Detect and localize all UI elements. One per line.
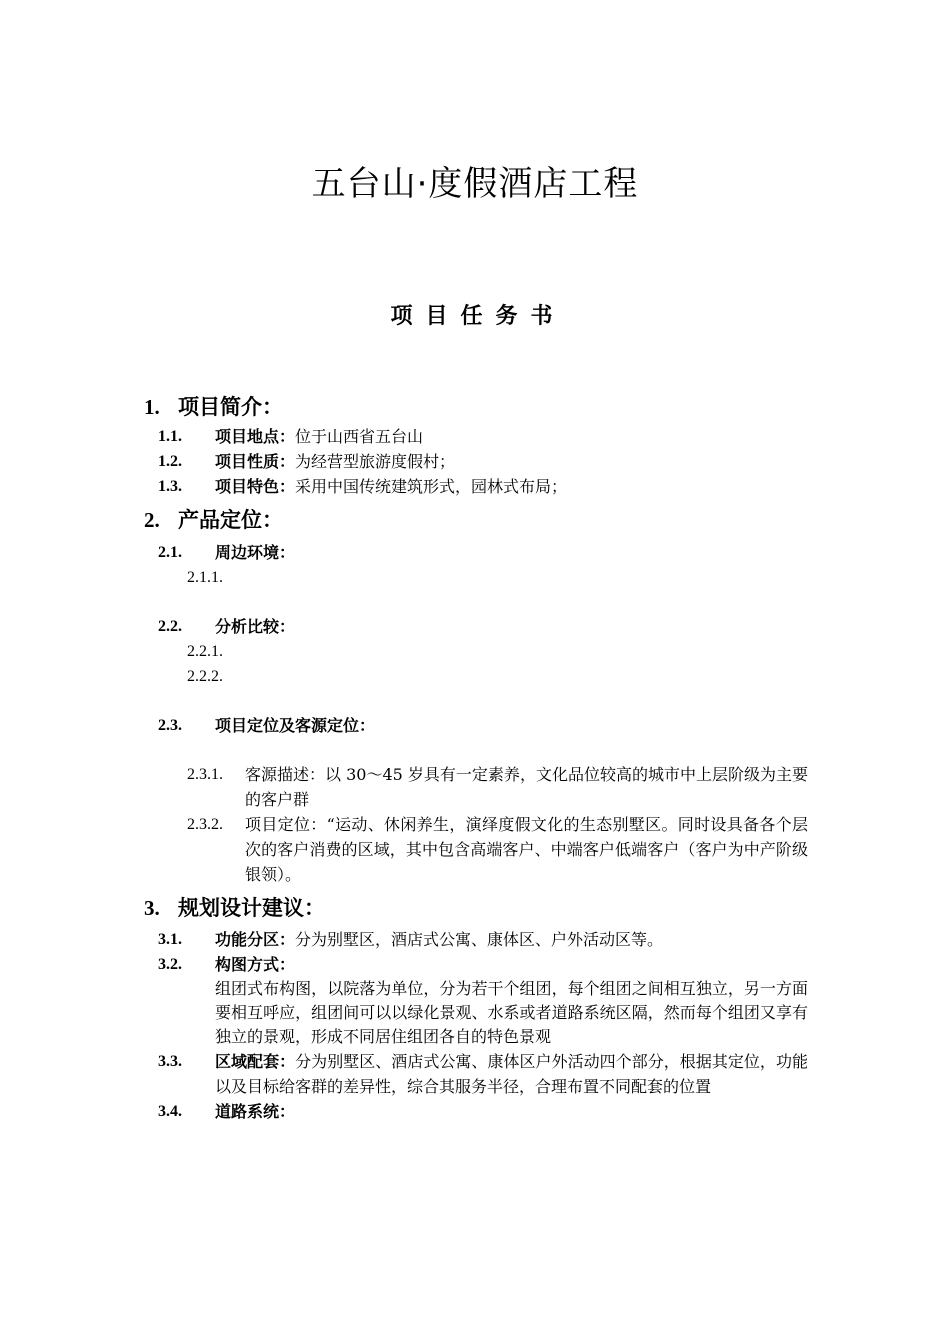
item-3-1: 3.1. 功能分区：分为别墅区，酒店式公寓、康体区、户外活动区等。 bbox=[158, 930, 664, 949]
item-2-3-2: 2.3.2. 项目定位：“运动、休闲养生，演绎度假文化的生态别墅区。同时设具备各个层次的客户消费的区域，其中包含高端客户、中端客户低端客户（客户为中产阶级银领）。 bbox=[187, 815, 808, 884]
document-body bbox=[144, 390, 808, 1124]
item-3-4: 3.4. 道路系统： bbox=[158, 1102, 296, 1121]
item-1-3: 1.3. 项目特色：采用中国传统建筑形式，园林式布局； bbox=[158, 477, 568, 496]
item-3-2: 3.2. 构图方式： bbox=[158, 955, 296, 974]
item-3-3: 3.3. 区域配套：分为别墅区、酒店式公寓、康体区户外活动四个部分，根据其定位，功能以及目标给客群的差异性，综合其服务半径，合理布置不同配套的位置 bbox=[158, 1052, 808, 1096]
item-2-3: 2.3. 项目定位及客源定位： bbox=[158, 716, 376, 735]
item-3-2-paragraph: 组团式布构图，以院落为单位，分为若干个组团，每个组团之间相互独立，另一方面要相互呼应，组团间可以以绿化景观、水系或者道路系统区隔，然而每个组团又享有独立的景观，形成不同居住组团各自的特色景观 bbox=[215, 979, 808, 1046]
item-1-2: 1.2. 项目性质：为经营型旅游度假村； bbox=[158, 452, 456, 471]
item-2-3-1: 2.3.1. 客源描述：以 30～45 岁具有一定素养，文化品位较高的城市中上层阶级为主要的客户群 bbox=[187, 765, 808, 809]
section-heading-2: 2. 产品定位： bbox=[144, 508, 283, 532]
item-2-1-1: 2.1.1. bbox=[187, 569, 223, 586]
item-1-1: 1.1. 项目地点：位于山西省五台山 bbox=[158, 427, 424, 446]
item-2-2-1: 2.2.1. bbox=[187, 643, 223, 660]
item-2-2: 2.2. 分析比较： bbox=[158, 617, 296, 636]
item-2-2-2: 2.2.2. bbox=[187, 668, 223, 685]
section-heading-3: 3. 规划设计建议： bbox=[144, 896, 325, 920]
document-title: 五台山·度假酒店工程 bbox=[311, 164, 639, 204]
section-heading-1: 1. 项目简介： bbox=[144, 395, 283, 419]
document-subtitle: 项目任务书 bbox=[390, 304, 566, 329]
item-2-1: 2.1. 周边环境： bbox=[158, 543, 296, 562]
